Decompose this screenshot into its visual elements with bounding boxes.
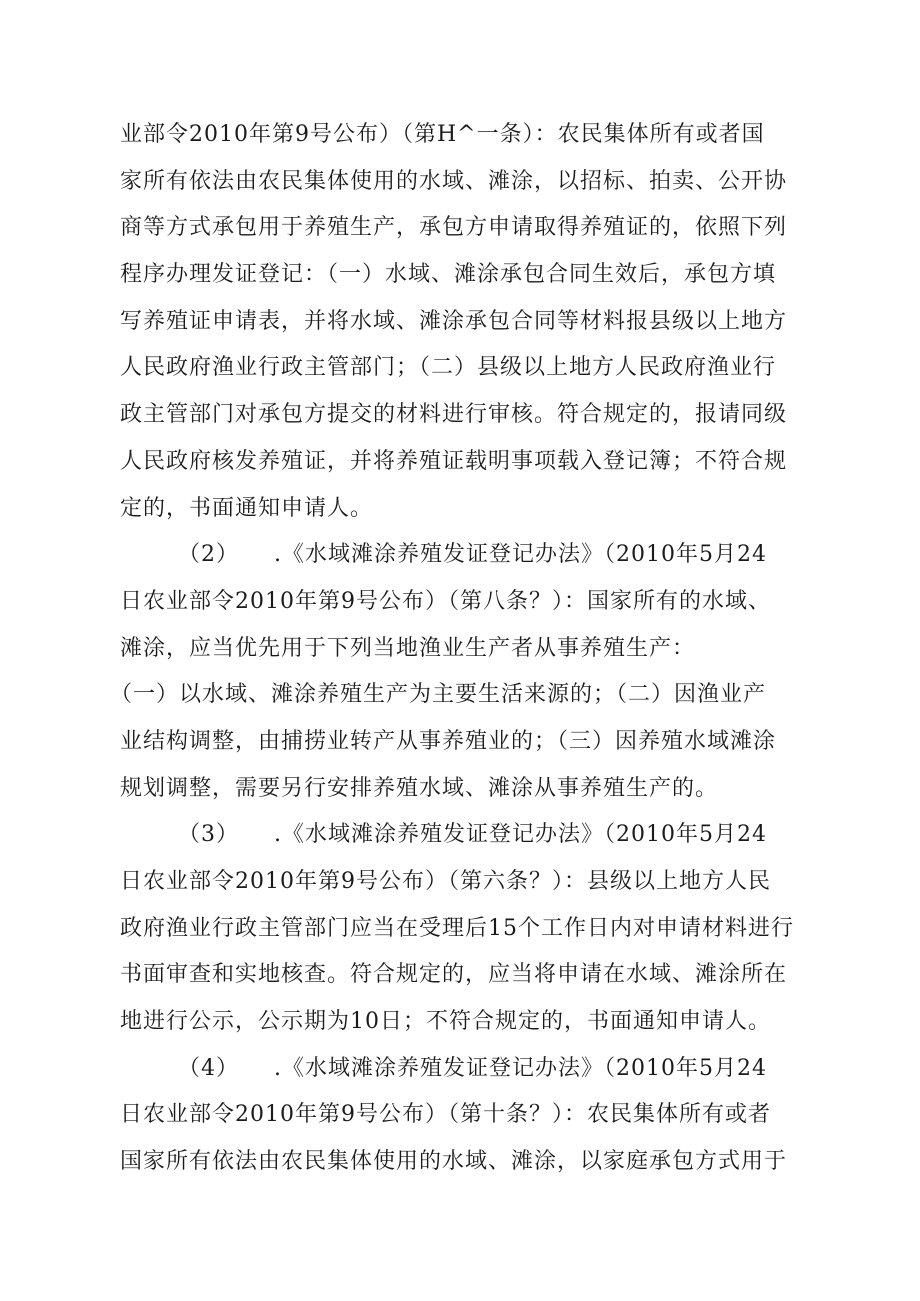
text-line: 程序办理发证登记：（一）水域、滩涂承包合同生效后，承包方填 — [120, 262, 777, 288]
text-line: 业结构调整，由捕捞业转产从事养殖业的；（三）因养殖水域滩涂 — [120, 728, 777, 754]
text-line: 日农业部令2010年第9号公布）（第八条？）：国家所有的水域、 — [120, 588, 771, 614]
text-line: 地进行公示，公示期为10日；不符合规定的，书面通知申请人。 — [120, 1009, 771, 1035]
text-line: 业部令2010年第9号公布）（第H^一条）：农民集体所有或者国 — [120, 122, 765, 147]
text-line: 日农业部令2010年第9号公布）（第十条？）：农民集体所有或者 — [120, 1102, 771, 1128]
text-line: 日农业部令2010年第9号公布）（第六条？）：县级以上地方人民 — [120, 869, 771, 894]
text-line: （一）以水域、滩涂养殖生产为主要生活来源的；（二）因渔业产 — [110, 682, 767, 708]
text-line: 人民政府渔业行政主管部门；（二）县级以上地方人民政府渔业行 — [120, 355, 777, 381]
body-text — [110, 112, 820, 1186]
text-line: 书面审查和实地核查。符合规定的，应当将申请在水域、滩涂所在 — [120, 962, 788, 988]
text-line: 家所有依法由农民集体使用的水域、滩涂，以招标、拍卖、公开协 — [120, 168, 788, 194]
text-line: 政主管部门对承包方提交的材料进行审核。符合规定的，报请同级 — [120, 402, 788, 428]
text-line: 滩涂，应当优先用于下列当地渔业生产者从事养殖生产： — [120, 635, 696, 661]
text-line: 规划调整，需要另行安排养殖水域、滩涂从事养殖生产的。 — [120, 775, 719, 801]
paragraph-heading-2: （2） .《水域滩涂养殖发证登记办法》（2010年5月24 — [178, 542, 767, 568]
text-line: 政府渔业行政主管部门应当在受理后15个工作日内对申请材料进行 — [120, 915, 794, 941]
paragraph-heading-4: （4） .《水域滩涂养殖发证登记办法》（2010年5月24 — [178, 1055, 767, 1081]
text-line: 国家所有依法由农民集体使用的水域、滩涂，以家庭承包方式用于 — [120, 1149, 788, 1175]
text-line: 人民政府核发养殖证，并将养殖证载明事项载入登记簿；不符合规 — [120, 448, 788, 474]
text-line: 商等方式承包用于养殖生产，承包方申请取得养殖证的，依照下列 — [120, 215, 788, 241]
paragraph-heading-3: （3） .《水域滩涂养殖发证登记办法》（2010年5月24 — [178, 822, 767, 848]
text-line: 定的，书面通知申请人。 — [120, 495, 374, 521]
text-line: 写养殖证申请表，并将水域、滩涂承包合同等材料报县级以上地方 — [120, 308, 788, 334]
